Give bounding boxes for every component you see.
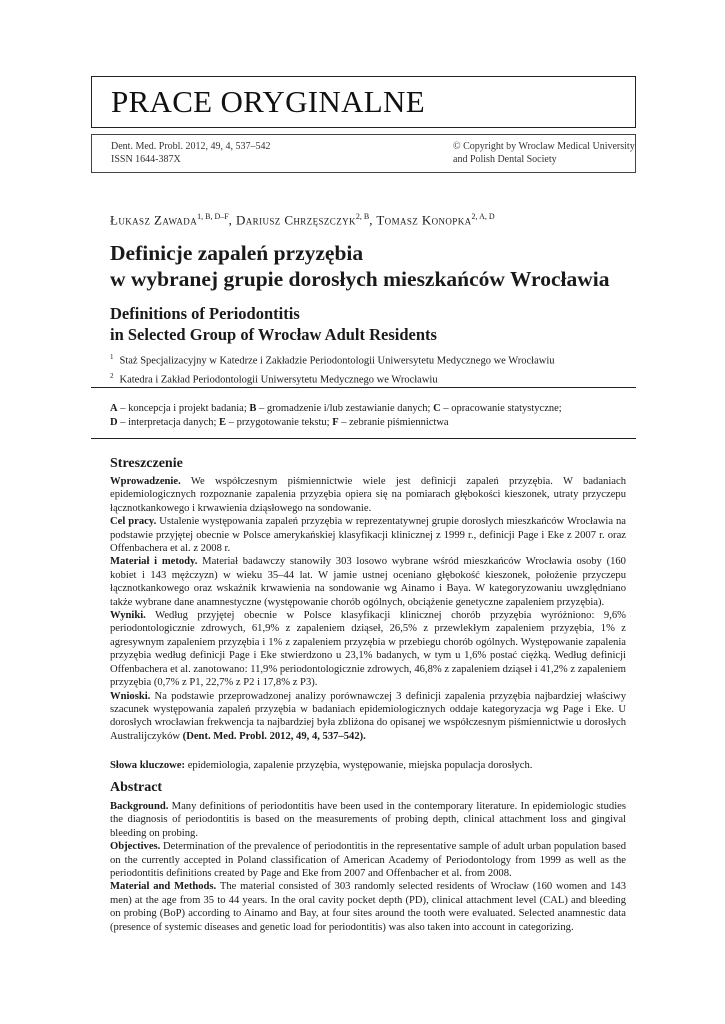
contribution-text: – opracowanie statystyczne; (440, 403, 562, 414)
text-objectives: Determination of the prevalence of periodontitis in the representative sample of adult urban population based on the currently accepted in Poland classification of American Academy of Periodontology from 1999 as well as the periodontitis definitions created by Page and Eke from 2007 and Offenbacher et al. from 2008. (110, 841, 626, 880)
divider-top (91, 387, 636, 388)
text-material-methods: The material consisted of 303 randomly selected residents of Wrocław (160 women and 143 men) at the age from 35 to 44 years. In the oral cavity pocket depth (PD), clinical attachment level (CAL) and bleeding on probing (BoP) according to Ainamo and Bay, at four sites around the tooth were evaluated. Selected anamnestic data (presence of systemic diseases and genetic load for periodontitis) was also taken into account in categorizing. (110, 881, 626, 933)
citation-line: Dent. Med. Probl. 2012, 49, 4, 537–542 (111, 141, 271, 152)
contribution-text: – interpretacja danych; (117, 417, 220, 428)
label-cel: Cel pracy. (110, 516, 157, 528)
issn: ISSN 1644-387X (111, 154, 181, 165)
text-wnioski: Na podstawie przeprowadzonej analizy porównawczej 3 definicji zapalenia przyzębia najbardziej właściwy szacunek występowania zapaleń przyzębia w badaniach epidemiologicznych oddaje kategoryzacja wg Page i Eke. U dorosłych wrocławian frekwencja ta najbardziej była zbliżona do opisanej we współczesnym piśmiennictwie u dorosłych Australijczyków (110, 690, 626, 742)
abstract-heading: Abstract (110, 780, 163, 795)
contribution-key: B (249, 403, 257, 414)
author-list (110, 212, 495, 228)
text-wyniki: Według przyjętej obecnie w Polsce klasyfikacji klinicznej chorób przyzębia wyróżniono: 9,6% periodontologicznie zdrowych, 61,9% z zapaleniem dziąseł, 26,5% z przewlekłym zapaleniem przyzębia, 1% z agresywnym zapaleniem przyzębia i 1% z zapaleniem przyzębia w przebiegu chorób ogólnych. Występowanie zapalenia przyzębia według definicji Page i Eke stwierdzono u 23,1% badanych, w tym u 1,6% postać ciężką. Według definicji Offenbachera et al. zanotowano: 11,9% periodontologicznie zdrowych, 46,8% z zapaleniem dziąseł i 41,2% z zapaleniem przyzębia (0,7% z P1, 22,7% z P2 i 17,8% z P3). (110, 610, 626, 689)
streszczenie-heading: Streszczenie (110, 456, 183, 471)
contribution-key: F (332, 417, 339, 428)
text-material: Materiał badawczy stanowiły 303 losowo wybrane wśród mieszkańców Wrocławia osoby (160 kobiet i 143 mężczyzn) w wieku 35–44 lat. W jamie ustnej oceniano głębokość kieszonek, położenie przyczepu łącznotkankowego oraz wskaźnik krwawienia na sondowanie wg Ainamo i Baya. W kategoryzowaniu uwzględniano także wybrane dane anamnestyczne (występowanie chorób ogólnych, obciążenie genetyczne zapaleniem przyzębia). (110, 556, 626, 608)
contribution-text: – koncepcja i projekt badania; (117, 403, 250, 414)
label-objectives: Objectives. (110, 841, 161, 853)
affiliation-item (110, 369, 630, 388)
author-contributions (110, 402, 630, 430)
contribution-text: – przygotowanie tekstu; (226, 417, 333, 428)
label-material: Materiał i metody. (110, 556, 198, 568)
affiliations (110, 350, 630, 387)
copyright (453, 140, 635, 166)
copyright-line-1: © Copyright by Wroclaw Medical University (453, 141, 635, 152)
affiliation-number: 2 (110, 371, 114, 380)
title-english-line-1: Definitions of Periodontitis (110, 304, 300, 323)
author-name: Tomasz Konopka (376, 212, 472, 228)
author-affil-marks: 1, B, D–F (197, 212, 229, 221)
contribution-key: D (110, 417, 118, 428)
contributions-line-1 (110, 402, 630, 416)
label-wyniki: Wyniki. (110, 610, 146, 622)
affiliation-text: Staż Specjalizacyjny w Katedrze i Zakładzie Periodontologii Uniwersytetu Medycznego we Wrocławiu (119, 355, 555, 367)
contribution-key: E (219, 417, 227, 428)
contribution-key: C (433, 403, 441, 414)
keywords-text: epidemiologia, zapalenie przyzębia, występowanie, miejska populacja dorosłych. (185, 760, 533, 771)
copyright-line-2: and Polish Dental Society (453, 154, 557, 165)
citation-reference: (Dent. Med. Probl. 2012, 49, 4, 537–542). (182, 730, 366, 742)
abstract-body (110, 800, 626, 934)
keywords-label: Słowa kluczowe: (110, 760, 186, 771)
author-separator: , (228, 212, 236, 228)
label-wprowadzenie: Wprowadzenie. (110, 476, 181, 487)
label-background: Background. (110, 801, 169, 812)
author-name: Dariusz Chrzęszczyk (235, 212, 356, 228)
author-affil-marks: 2, A, D (471, 212, 495, 221)
label-wnioski: Wnioski. (110, 690, 151, 702)
title-english (110, 303, 630, 345)
title-polish (110, 240, 630, 292)
contribution-text: – gromadzenie i/lub zestawianie danych; (256, 403, 434, 414)
author-name: Łukasz Zawada (110, 212, 198, 228)
author-separator: , (369, 212, 377, 228)
journal-meta-box (91, 134, 636, 173)
author-affil-marks: 2, B (355, 212, 370, 221)
section-header-box (91, 76, 636, 128)
affiliation-item (110, 350, 630, 369)
contribution-key: A (110, 403, 118, 414)
journal-citation (111, 140, 270, 166)
label-material-methods: Material and Methods. (110, 881, 217, 893)
section-title: PRACE ORYGINALNE (111, 84, 425, 119)
title-polish-line-1: Definicje zapaleń przyzębia (110, 241, 364, 265)
title-english-line-2: in Selected Group of Wrocław Adult Residents (110, 325, 437, 344)
keywords (110, 759, 626, 772)
affiliation-number: 1 (110, 353, 114, 361)
title-polish-line-2: w wybranej grupie dorosłych mieszkańców Wrocławia (110, 267, 610, 291)
contribution-text: – zebranie piśmiennictwa (338, 417, 449, 428)
streszczenie-body (110, 475, 626, 743)
text-wprowadzenie: We współczesnym piśmiennictwie wiele jest definicji zapaleń przyzębia. W badaniach epidemiologicznych rozpoznanie zapalenia przyzębia opiera się na pomiarach głębokości kieszonek, utraty przyczepu łącznotkankowego i krwawienia dziąsłowego na sondowanie. (110, 476, 626, 514)
text-background: Many definitions of periodontitis have been used in the contemporary literature. In epidemiologic studies the diagnosis of periodontitis is based on the measurements of probing depth, clinical attachment loss and gingival bleeding on probing. (110, 801, 626, 839)
contributions-line-2 (110, 416, 630, 430)
divider-bottom (91, 438, 636, 439)
text-cel: Ustalenie występowania zapaleń przyzębia w reprezentatywnej grupie dorosłych mieszkańców Wrocławia na podstawie przyjętej obecnie w Polsce amerykańskiej klasyfikacji klinicznej z 1999 r., definicji Page i Eke z 2007 r. oraz Offenbachera et al. z 2008 r. (110, 516, 626, 555)
affiliation-text: Katedra i Zakład Periodontologii Uniwersytetu Medycznego we Wrocławiu (119, 374, 438, 385)
